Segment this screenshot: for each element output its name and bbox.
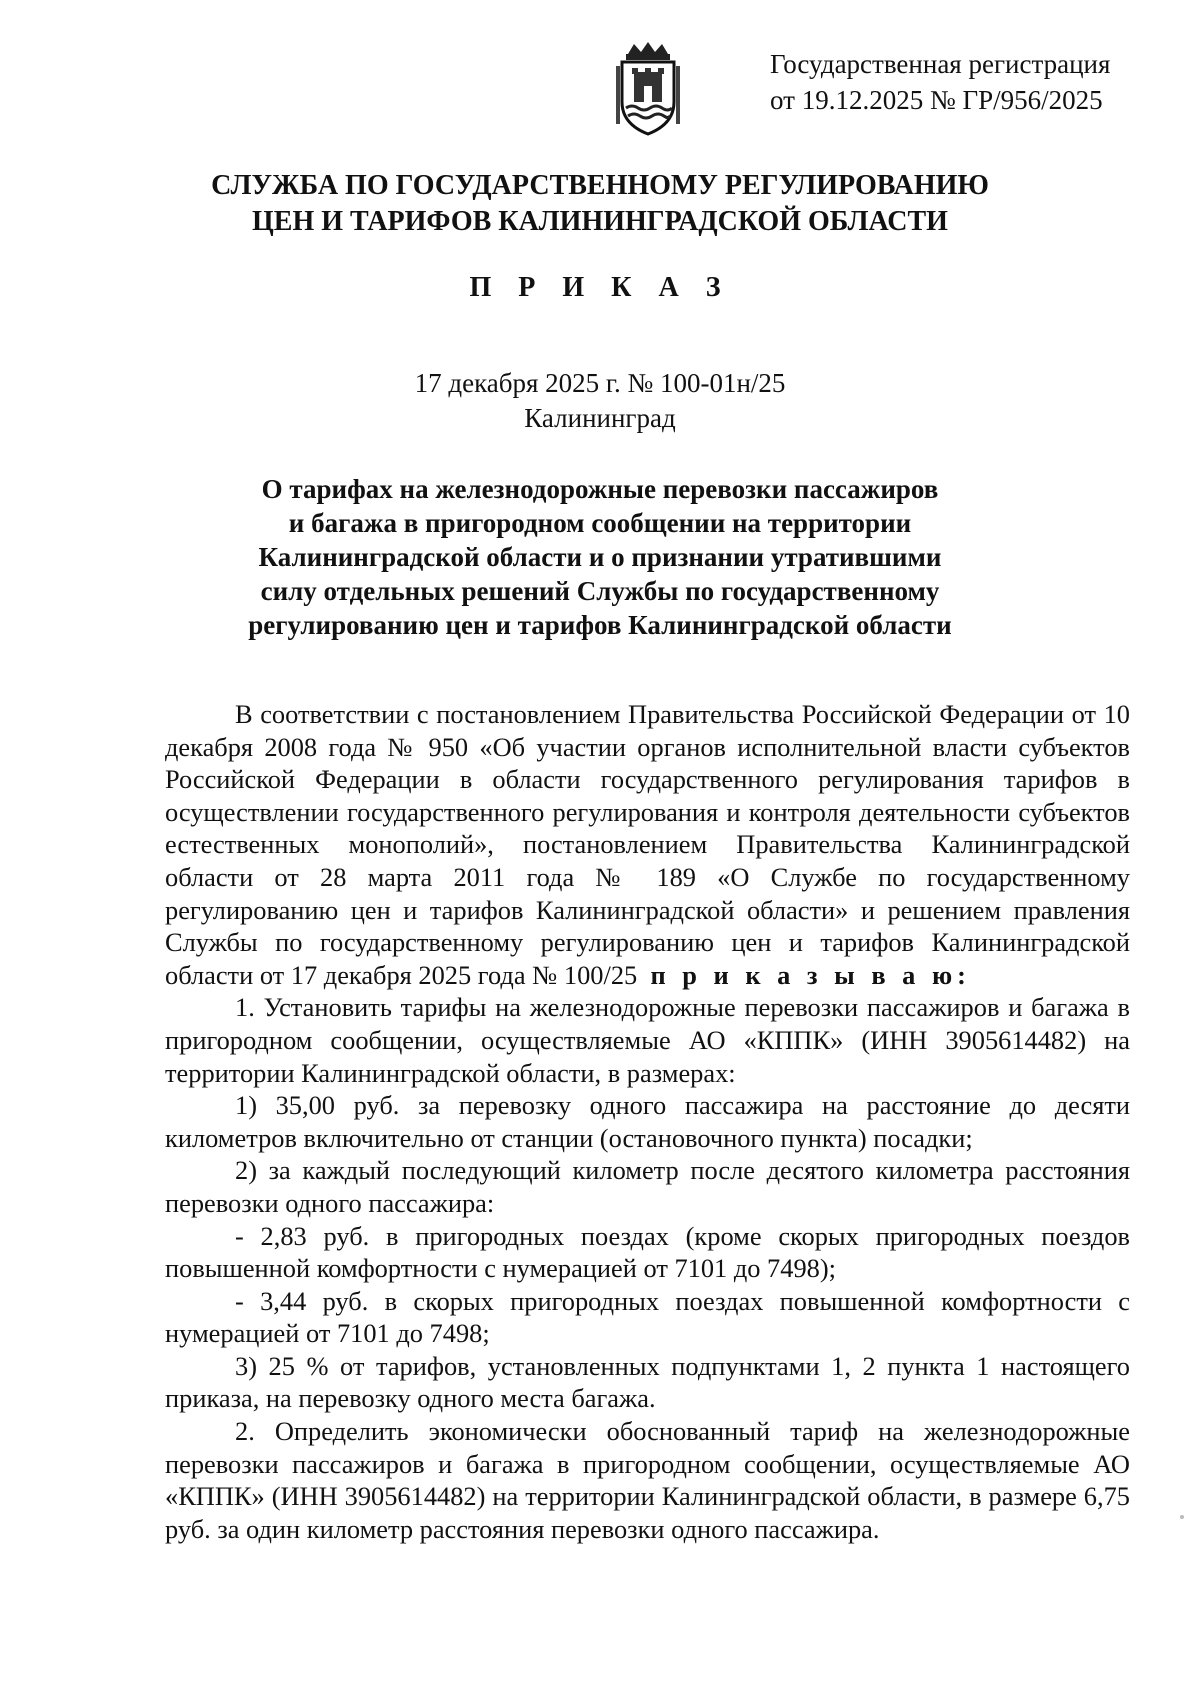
kaliningrad-coat-of-arms-icon — [614, 40, 682, 138]
body-paragraph: 3) 25 % от тарифов, установленных подпунктами 1, 2 пункта 1 настоящего приказа, на перевозку одного места багажа. — [165, 1350, 1130, 1414]
order-word: п р и к а з ы в а ю: — [650, 959, 971, 990]
body-paragraph: 2. Определить экономически обоснованный тариф на железнодорожные перевозки пассажиров и багажа в пригородном сообщении, осуществляемые АО «КППК» (ИНН 3905614482) на территории Калининградской области, в размере 6,75 руб. за один километр расстояния перевозки одного пассажира. — [165, 1416, 1130, 1544]
registration-title: Государственная регистрация — [770, 49, 1111, 79]
document-type: П Р И К А З — [469, 272, 731, 303]
agency-name — [150, 168, 1050, 240]
preamble-text: В соответствии с постановлением Правительства Российской Федерации от 10 декабря 2008 года № 950 «Об участии органов исполнительной власти субъектов Российской Федерации в области государственного регулирования тарифов в осуществлении государственного регулирования и контроля деятельности субъектов естественных монополий», постановлением Правительства Калининградской области от 28 марта 2011 года № 189 «О Службе по государственному регулированию цен и тарифов Калининградской области» и решением правления Службы по государственному регулированию цен и тарифов Калининградской области от 17 декабря 2025 года № 100/25 — [165, 699, 1130, 990]
body-paragraph: - 2,83 руб. в пригородных поездах (кроме скорых пригородных поездов повышенной комфортности с нумерацией от 7101 до 7498); — [165, 1220, 1130, 1284]
document-city: Калининград — [524, 403, 676, 433]
document-subject — [200, 472, 1000, 642]
agency-name-line: СЛУЖБА ПО ГОСУДАРСТВЕННОМУ РЕГУЛИРОВАНИЮ — [211, 170, 989, 201]
subject-line: О тарифах на железнодорожные перевозки пассажиров — [261, 474, 939, 504]
body-paragraph: 1. Установить тарифы на железнодорожные перевозки пассажиров и багажа в пригородном сообщении, осуществляемые АО «КППК» (ИНН 3905614482) на территории Калининградской области, в размерах: — [165, 992, 1130, 1088]
subject-line: Калининградской области и о признании утратившими — [258, 542, 942, 572]
document-meta — [150, 366, 1050, 436]
subject-line: регулированию цен и тарифов Калининградской области — [248, 610, 952, 640]
document-date-number: 17 декабря 2025 г. № 100-01н/25 — [414, 368, 786, 398]
state-registration — [770, 46, 1160, 118]
preamble-paragraph — [165, 698, 1130, 991]
body-paragraph: - 3,44 руб. в скорых пригородных поездах повышенной комфортности с нумерацией от 7101 до 7498; — [165, 1285, 1130, 1349]
scan-speck — [1180, 1515, 1184, 1519]
body-paragraph: 1) 35,00 руб. за перевозку одного пассажира на расстояние до десяти километров включительно от станции (остановочного пункта) посадки; — [165, 1090, 1130, 1153]
subject-line: и багажа в пригородном сообщении на территории — [288, 508, 912, 538]
agency-name-line: ЦЕН И ТАРИФОВ КАЛИНИНГРАДСКОЙ ОБЛАСТИ — [252, 206, 948, 237]
body-paragraph: 2) за каждый последующий километр после десятого километра расстояния перевозки одного пассажира: — [165, 1155, 1130, 1218]
document-body — [165, 698, 1130, 1545]
registration-number: от 19.12.2025 № ГР/956/2025 — [770, 85, 1103, 115]
subject-line: силу отдельных решений Службы по государственному — [260, 576, 940, 606]
